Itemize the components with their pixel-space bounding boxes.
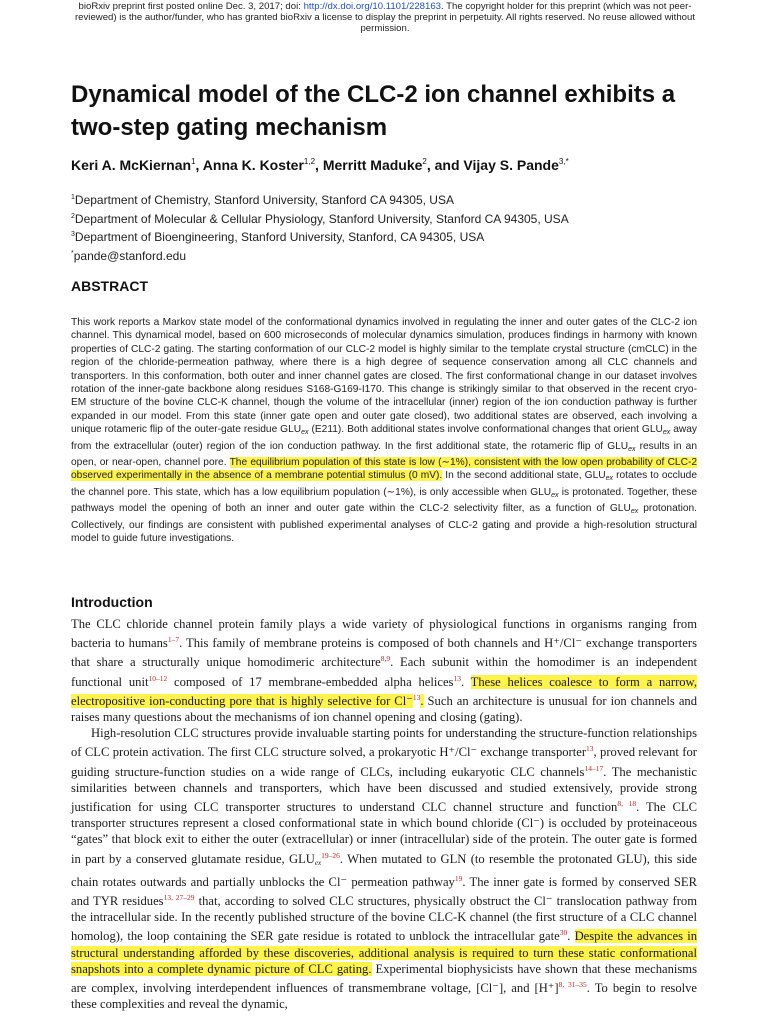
abstract-segment: results in an open, or near-open, channel pore. <box>71 440 697 469</box>
author-affil-mark: 1,2 <box>303 157 316 166</box>
preprint-notice-text: bioRxiv preprint first posted online Dec. 3, 2017; doi: <box>78 1 304 12</box>
citation-ref[interactable]: 8,9 <box>380 654 391 664</box>
abstract-segment: is protonated. Together, these pathways model the opening of both an inner and outer gate within the CLC-2 selectivity filter, as a function of GLU <box>71 486 697 515</box>
author-list: Keri A. McKiernan$^1$, Anna K. Koster$^{1,2}$, Merritt Maduke$^2$, and Vijay S. Pande$^{3,*}$ <box>71 157 569 173</box>
abstract-heading: ABSTRACT <box>71 278 148 294</box>
citation-ref[interactable]: 13 <box>412 692 421 702</box>
subscript-ex: ex <box>314 858 322 867</box>
affiliation-line <box>71 190 711 209</box>
author-name: Merritt Maduke <box>322 157 423 173</box>
citation-ref[interactable]: 13, 27–29 <box>163 893 195 903</box>
affil-mark: 2 <box>71 212 75 220</box>
abstract-segment: protonation. Collectively, our findings are consistent with published experimental analyses of CLC-2 gating and provide a high-resolution structural model to guide future investigations. <box>71 503 697 545</box>
affil-mark: 3 <box>71 231 75 239</box>
text-run: . The CLC transporter structures represent a closed conformational state in which bound chloride (Cl⁻) is occluded by proteinaceous “gates” that block exit to either the outer (extracellular) or inner (intracellular) side of the protein. The outer gate is formed in part by a conserved glutamate residue, GLU <box>71 800 697 866</box>
citation-ref[interactable]: 13 <box>453 673 461 683</box>
affil-mark: 1 <box>71 194 75 201</box>
paper-title: Dynamical model of the CLC-2 ion channel exhibits a two-step gating mechanism <box>71 81 676 141</box>
text-run: Such an architecture is unusual for ion channels and raises many questions about the mechanisms of ion channel opening and closing (gating). <box>71 693 697 725</box>
text-run: . <box>567 929 575 944</box>
highlighted-text: Despite the advances in structural understanding afforded by these discoveries, additional analysis is required to turn these static conformational snapshots into a complete dynamic picture of CLC gating. <box>71 929 698 976</box>
text-run: . To begin to resolve these complexities and reveal the dynamic, <box>71 981 697 1012</box>
subscript-ex: ex <box>662 429 671 437</box>
abstract-highlight: The equilibrium population of this state is low (∼1%), consistent with the low open probability of CLC-2 observed experimentally in the absence of a membrane potential stimulus (0 mV). <box>71 457 698 482</box>
subscript-ex: ex <box>605 475 614 483</box>
author-affil-mark: 3,* <box>558 157 569 166</box>
citation-ref[interactable]: 14–17 <box>584 763 604 773</box>
affiliation-text: Department of Molecular & Cellular Physiology, Stanford University, Stanford CA 94305, USA <box>74 211 569 226</box>
text-run: . When mutated to GLN (to resemble the protonated GLU), this side chain rotates outwards and partially unblocks the Cl⁻ permeation pathway <box>71 851 698 889</box>
abstract-segment: (E211). Both additional states involve conformational changes that orient GLU <box>308 424 663 436</box>
citation-ref[interactable]: 8, 18 <box>617 799 637 809</box>
preprint-notice <box>60 1 710 34</box>
doi-link[interactable]: http://dx.doi.org/10.1101/228163 <box>303 1 442 12</box>
introduction-body <box>71 616 697 1012</box>
affiliation-text: Department of Bioengineering, Stanford University, Stanford, CA 94305, USA <box>74 230 485 245</box>
text-run: . This family of membrane proteins is composed of both channels and H⁺/Cl⁻ exchange transporters that share a structurally unique homodimeric architecture <box>71 636 697 670</box>
text-run: The CLC chloride channel protein family plays a wide variety of physiological functions in organisms ranging from bacteria to humans <box>71 617 697 651</box>
text-run: . The mechanistic similarities between channels and transporters, which have been discussed and studied extensively, provide strong justification for using CLC transporter structures to understand CLC channel structure and function <box>71 764 698 815</box>
affil-mark: * <box>71 249 74 257</box>
subscript-ex: ex <box>301 429 309 437</box>
author-affil-mark: 1 <box>191 157 196 166</box>
copyright-text: . The copyright holder for this preprint (which was not peer-reviewed) is the author/funder, who has granted bioRxiv a license to display the preprint in perpetuity. All rights reserved. No reuse allowed without permission. <box>74 1 696 34</box>
abstract-segment: rotates to occlude the channel pore. This state, which has a low equilibrium population (∼1%), is only accessible when GLU <box>71 470 697 498</box>
affiliation-text: Department of Chemistry, Stanford University, Stanford CA 94305, USA <box>74 193 454 207</box>
introduction-heading: Introduction <box>71 594 153 610</box>
text-run: . Each subunit within the homodimer is an independent functional unit <box>71 655 697 689</box>
text-run: Experimental biophysicists have shown that these mechanisms are complex, involving interdependent influences of transmembrane voltage, [Cl⁻], and [H⁺] <box>71 961 697 996</box>
author-name: Vijay S. Pande <box>463 157 559 173</box>
subscript-ex: ex <box>628 445 636 453</box>
text-run: , proved relevant for guiding structure-function studies on a wide range of CLCs, including eukaryotic CLC channels <box>71 745 697 779</box>
author-affil-mark: 2 <box>422 157 427 166</box>
text-run: . The inner gate is formed by conserved SER and TYR residues <box>71 874 697 909</box>
citation-ref[interactable]: 19–26 <box>321 850 340 860</box>
intro-paragraph-1 <box>71 616 697 725</box>
citation-ref[interactable]: 8, 31–35 <box>558 980 587 990</box>
text-run: . <box>460 674 471 689</box>
highlighted-text: These helices coalesce to form a narrow, electropositive ion-conducting pore that is highly selective for Cl⁻ <box>71 674 697 708</box>
citation-ref[interactable]: 30 <box>559 928 568 938</box>
author-name: Keri A. McKiernan <box>71 157 192 173</box>
text-run: that, according to solved CLC structures, physically obstruct the Cl⁻ translocation pathway from the intracellular side. In the recently published structure of the bovine CLC-K channel (the first structure of a CLC channel homolog), the loop containing the SER gate residue is rotated to unblock the intracellular gate <box>71 894 697 944</box>
abstract-segment: This work reports a Markov state model of the conformational dynamics involved in regulating the inner and outer gates of the CLC-2 ion channel. This dynamical model, based on 600 microseconds of molecular dynamics simulation, produces findings in harmony with known properties of CLC-2 gating. The starting conformation of our CLC-2 model is highly similar to the template crystal structure (cmCLC) in the region of the chloride-permeation pathway, where there is a high degree of sequence conservation among all CLC channels and transporters. In this conformation, both outer and inner channel gates are closed. The first conformational change in our dataset involves rotation of the inner-gate backbone along residues S168-G169-I170. This change is strikingly similar to that observed in the recent cryo-EM structure of the bovine CLC-K channel, though the volume of the intracellular (inner) region of the ion conduction pathway is further expanded in our model. From this state (inner gate open and outer gate closed), two additional states are observed, each involving a unique rotameric flip of the outer-gate residue GLU <box>71 317 697 436</box>
abstract-segment: In the second additional state, GLU <box>442 470 606 482</box>
highlighted-text: . <box>420 693 424 708</box>
text-run: composed of 17 membrane-embedded alpha helices <box>167 674 454 689</box>
subscript-ex: ex <box>630 508 639 516</box>
citation-ref[interactable]: 19 <box>454 873 463 883</box>
intro-paragraph-2 <box>71 725 697 1012</box>
author-name: Anna K. Koster <box>202 157 304 173</box>
text-run: High-resolution CLC structures provide invaluable starting points for understanding the structure-function relationships of CLC protein activation. The first CLC structure solved, a prokaryotic H⁺/Cl⁻ exchange transporter <box>71 726 697 760</box>
affiliation-line <box>71 246 711 265</box>
affiliation-line <box>71 227 711 246</box>
citation-ref[interactable]: 1–7 <box>167 635 180 645</box>
citation-ref[interactable]: 10–12 <box>148 673 168 683</box>
affiliation-line <box>71 209 711 228</box>
abstract-text <box>71 316 697 546</box>
corresponding-email[interactable]: pande@stanford.edu <box>73 248 186 263</box>
citation-ref[interactable]: 13 <box>586 744 594 754</box>
affiliation-list <box>71 190 711 264</box>
abstract-segment: away from the extracellular (outer) region of the ion conduction pathway. In the first additional state, the rotameric flip of GLU <box>71 424 697 452</box>
subscript-ex: ex <box>551 491 559 499</box>
